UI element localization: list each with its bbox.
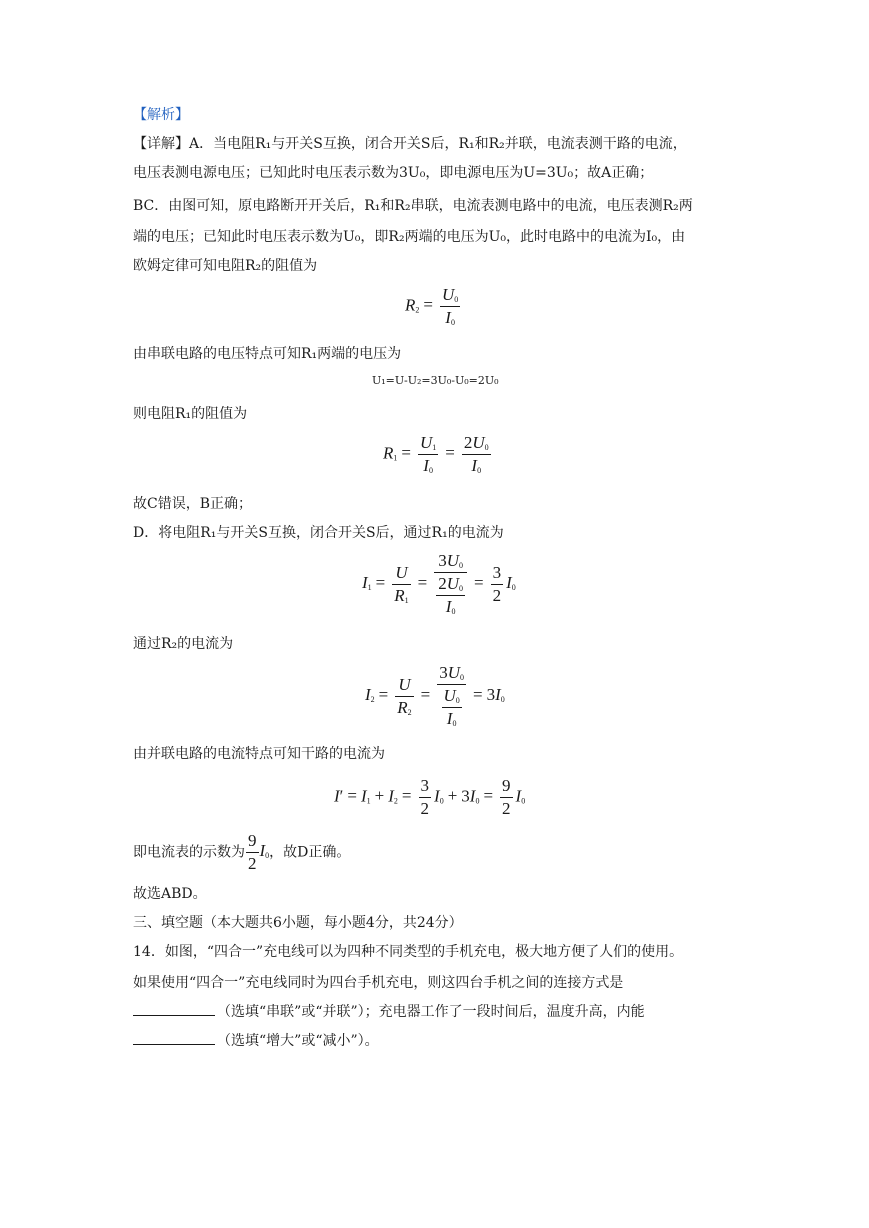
text-l1: A．当电阻R₁与开关S互换，闭合开关S后，R₁和R₂并联，电流表测干路的电流， bbox=[189, 136, 687, 152]
equation-i1: $I_1$ = $\frac{U}{R_1}$ = $\frac{3U_0}{\frac{2U_0}{I_0}}$ = $\frac{3}{2}$ $I_0$ bbox=[362, 551, 516, 616]
analysis-heading: 【解析】 bbox=[133, 107, 189, 123]
question-14-line-3 bbox=[133, 1002, 645, 1022]
text-line-10: D．将电阻R₁与开关S互换，闭合开关S后，通过R₁的电流为 bbox=[133, 525, 504, 541]
text-line-14: 故选ABD。 bbox=[133, 886, 207, 902]
text-line-13 bbox=[133, 830, 350, 875]
text-l13a: 即电流表的示数为 bbox=[133, 844, 245, 861]
text-line-4: 端的电压；已知此时电压表示数为U₀，即R₂两端的电压为U₀，此时电路中的电流为I₀，由 bbox=[133, 229, 686, 245]
question-14-line-2: 如果使用“四合一”充电线同时为四台手机充电，则这四台手机之间的连接方式是 bbox=[133, 975, 624, 991]
text-line-6: 由串联电路的电压特点可知R₁两端的电压为 bbox=[133, 346, 402, 362]
equation-i-total: $I' = I_1 + I_2$ = $\frac{3}{2}$ $I_0 + 3I_0$ = $\frac{9}{2}$ $I_0$ bbox=[334, 776, 526, 818]
detail-label: 【详解】 bbox=[133, 136, 189, 152]
inline-equation: $\frac{9}{2}$ $I_0$ bbox=[248, 831, 270, 873]
text-l19: （选填“增大”或“减小”）。 bbox=[217, 1033, 379, 1049]
equation-u1: U₁=U-U₂=3U₀-U₀=2U₀ bbox=[372, 374, 499, 387]
equation-r1: $R_1$ = $\frac{U_1}{I_0}$ = $\frac{2U_0}{I_0}$ bbox=[383, 433, 489, 475]
equation-r2: $R_2$ = $\frac{U_0}{I_0}$ bbox=[405, 285, 459, 327]
answer-blank-2[interactable] bbox=[133, 1032, 215, 1045]
text-line-8: 则电阻R₁的阻值为 bbox=[133, 406, 248, 422]
section-heading: 三、填空题（本大题共6小题，每小题4分，共24分） bbox=[133, 915, 463, 931]
text-l13b: ，故D正确。 bbox=[269, 844, 351, 861]
text-line-2: 电压表测电源电压；已知此时电压表示数为3U₀，即电源电压为U=3U₀；故A正确； bbox=[133, 165, 654, 181]
text-line-9: 故C错误，B正确； bbox=[133, 496, 252, 512]
text-line-3: BC．由图可知，原电路断开开关后，R₁和R₂串联，电流表测电路中的电流，电压表测R₂两 bbox=[133, 198, 693, 214]
answer-blank-1[interactable] bbox=[133, 1003, 215, 1016]
text-line-11: 通过R₂的电流为 bbox=[133, 636, 234, 652]
text-line-12: 由并联电路的电流特点可知干路的电流为 bbox=[133, 746, 385, 762]
question-14-line-1: 14．如图，“四合一”充电线可以为四种不同类型的手机充电，极大地方便了人们的使用。 bbox=[133, 944, 684, 960]
text-line-5: 欧姆定律可知电阻R₂的阻值为 bbox=[133, 258, 318, 274]
question-14-line-4 bbox=[133, 1031, 379, 1051]
detail-line-1 bbox=[133, 134, 687, 154]
equation-i2: $I_2$ = $\frac{U}{R_2}$ = $\frac{3U_0}{\frac{U_0}{I_0}}$ = $3I_0$ bbox=[365, 663, 505, 728]
text-l18: （选填“串联”或“并联”）；充电器工作了一段时间后，温度升高，内能 bbox=[217, 1004, 645, 1020]
